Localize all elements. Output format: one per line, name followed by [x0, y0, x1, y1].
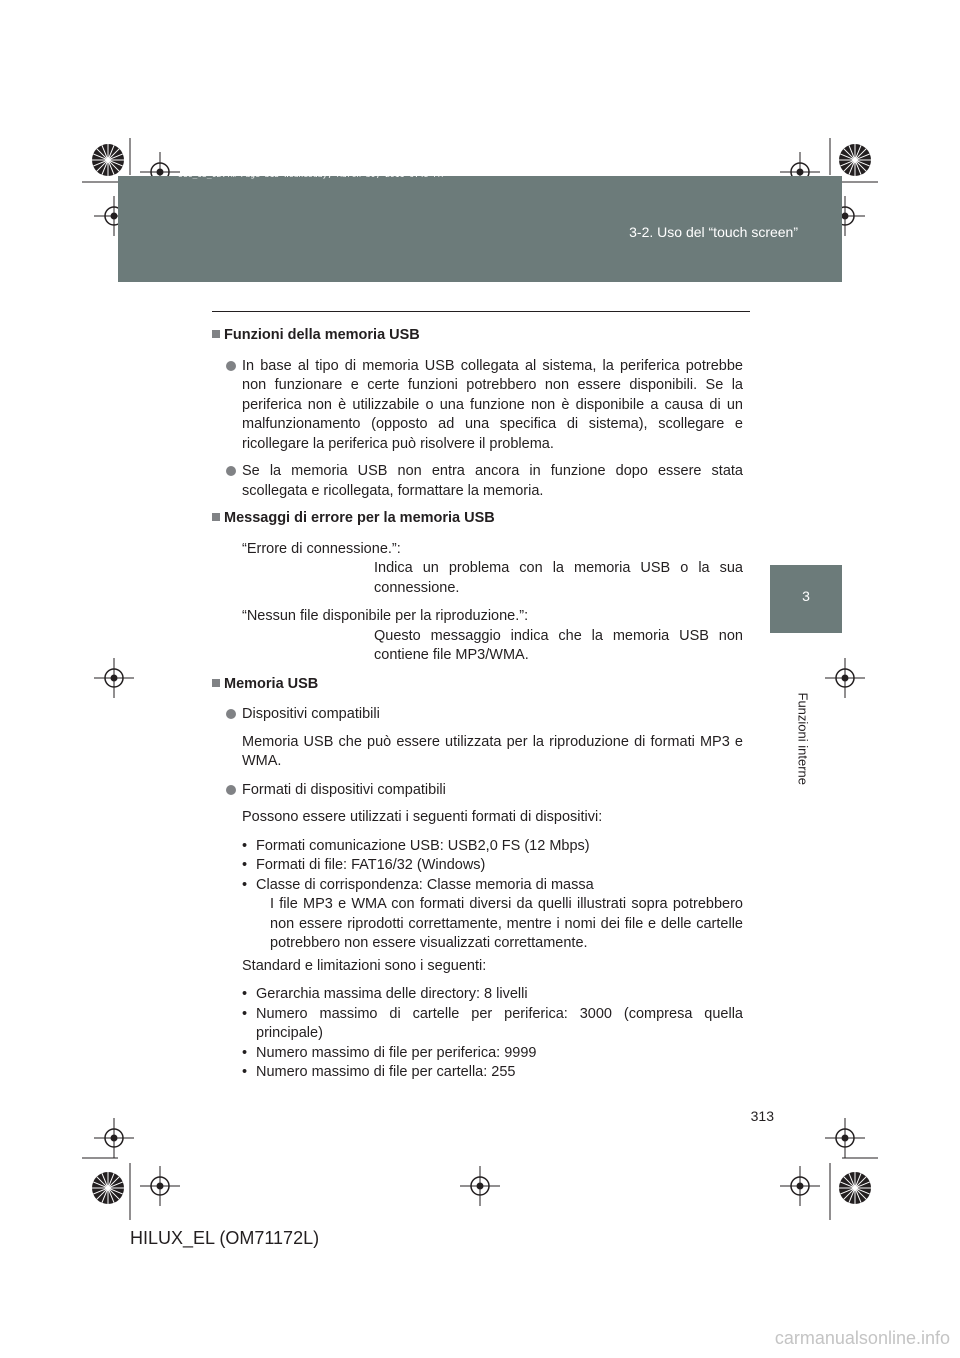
heading-usb-functions: Funzioni della memoria USB	[212, 326, 743, 346]
chapter-label: Funzioni interne	[795, 692, 811, 785]
list-item	[242, 876, 743, 954]
compatible-formats-intro: Possono essere utilizzati i seguenti formati di dispositivi:	[242, 809, 603, 825]
list-item: • Numero massimo di file per cartella: 255	[242, 1063, 743, 1083]
limits-intro: Standard e limitazioni sono i seguenti:	[242, 957, 487, 974]
list-item-text: Classe di corrispondenza: Classe memoria di massa	[256, 876, 594, 893]
list-item: • Numero massimo di file per periferica: 9999	[242, 1044, 743, 1064]
list-item: • Gerarchia massima delle directory: 8 livelli	[242, 985, 743, 1005]
model-code: HILUX_EL (OM71172L)	[130, 1228, 320, 1248]
bullet-compatible-devices: Dispositivi compatibili	[212, 705, 743, 725]
top-rule	[212, 311, 750, 312]
watermark: carmanualsonline.info	[774, 1328, 950, 1348]
chapter-number: 3	[802, 588, 810, 604]
page-number: 313	[750, 1108, 774, 1124]
error-message-label: “Errore di connessione.”:	[242, 540, 401, 557]
heading-usb-memory: Memoria USB	[212, 675, 743, 695]
compatible-devices-text: Memoria USB che può essere utilizzata per la riproduzione di formati MP3 e WMA.	[242, 733, 743, 769]
error-message-description: Questo messaggio indica che la memoria USB non contiene file MP3/WMA.	[374, 627, 743, 663]
file-stamp: sec_03_02.fm Page 313 Wednesday, March 30, 2011 6:48 PM	[178, 170, 443, 179]
list-item: • Formati di file: FAT16/32 (Windows)	[242, 856, 743, 876]
bullet-compatible-formats: Formati di dispositivi compatibili	[212, 781, 743, 801]
list-item: • Formati comunicazione USB: USB2,0 FS (12 Mbps)	[242, 837, 743, 857]
heading-error-messages: Messaggi di errore per la memoria USB	[212, 509, 743, 529]
list-item: • Numero massimo di cartelle per periferica: 3000 (compresa quella principale)	[242, 1005, 743, 1044]
limits-list	[212, 985, 743, 1083]
bullet-item: Se la memoria USB non entra ancora in funzione dopo essere stata scollegata e ricollegata, formattare la memoria.	[212, 462, 743, 501]
content	[212, 326, 743, 1086]
error-message-label: “Nessun file disponibile per la riproduzione.”:	[242, 608, 529, 624]
format-note: I file MP3 e WMA con formati diversi da quelli illustrati sopra potrebbero non essere riprodotti correttamente, mentre i nomi dei file e delle cartelle potrebbero non essere visualizzati correttamente.	[270, 896, 743, 951]
formats-list	[212, 837, 743, 954]
error-message-description: Indica un problema con la memoria USB o la sua connessione.	[374, 560, 743, 596]
bullet-item: In base al tipo di memoria USB collegata al sistema, la periferica potrebbe non funzionare e certe funzioni potrebbero non essere disponibili. Se la periferica non è utilizzabile o una funzione non è disponibile a causa di un malfunzionamento (opposto ad una specifica di sistema), scollegare e ricollegare la periferica può risolvere il problema.	[212, 357, 743, 455]
section-title: 3-2. Uso del “touch screen”	[629, 224, 798, 240]
